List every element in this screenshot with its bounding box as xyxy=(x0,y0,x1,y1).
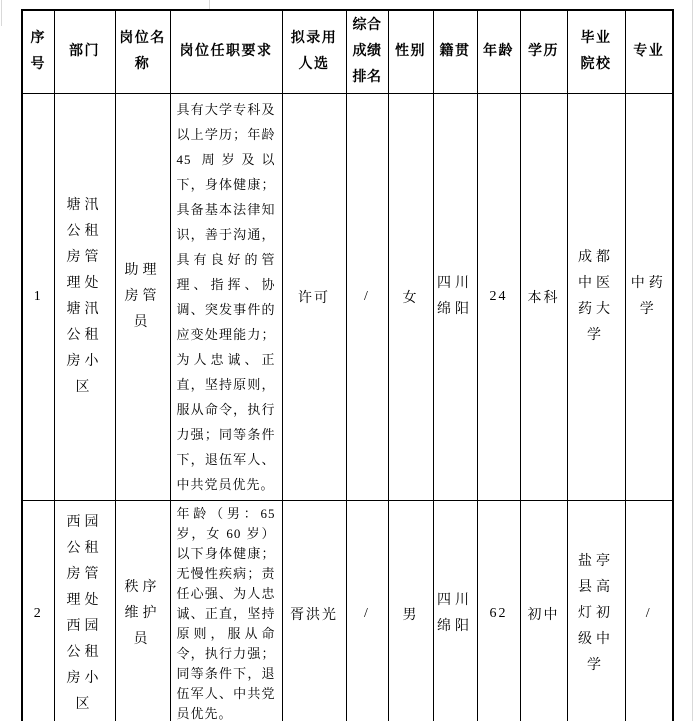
cell-seq: 2 xyxy=(22,501,54,721)
header-cell-major: 专业 xyxy=(625,10,673,94)
cell-position: 助理房管员 xyxy=(115,94,170,501)
cell-score-rank: / xyxy=(346,94,388,501)
cell-position: 秩序维护员 xyxy=(115,501,170,721)
cell-requirements: 年龄（男：65 岁，女 60 岁）以下身体健康；无慢性疾病；责任心强、为人忠诚、正直，坚持原则，服从命令，执行力强；同等条件下，退伍军人、中共党员优先。 xyxy=(170,501,282,721)
cell-school: 盐亭县高灯初级中学 xyxy=(567,501,625,721)
header-cell-gender: 性别 xyxy=(388,10,433,94)
cell-candidate: 胥洪光 xyxy=(282,501,346,721)
cell-department: 西园公租房管理处西园公租房小区 xyxy=(54,501,115,721)
cell-school: 成都中医药大学 xyxy=(567,94,625,501)
cell-candidate: 许可 xyxy=(282,94,346,501)
table-row xyxy=(22,501,673,721)
cell-requirements: 具有大学专科及以上学历；年龄 45 周岁及以下，身体健康；具备基本法律知识，善于沟通，具有良好的管理、指挥、协调、突发事件的应变处理能力；为人忠诚、正直，坚持原则，服从命令，执行力强；同等条件下，退伍军人、中共党员优先。 xyxy=(170,94,282,501)
header-cell-requirements: 岗位任职要求 xyxy=(170,10,282,94)
cell-major: / xyxy=(625,501,673,721)
header-cell-candidate: 拟录用人选 xyxy=(282,10,346,94)
table-row xyxy=(22,94,673,501)
cell-department: 塘汛公租房管理处塘汛公租房小区 xyxy=(54,94,115,501)
cell-education: 初中 xyxy=(520,501,567,721)
header-cell-school: 毕业院校 xyxy=(567,10,625,94)
recruitment-table xyxy=(21,9,674,721)
header-cell-seq: 序号 xyxy=(22,10,54,94)
page-edge-line xyxy=(209,0,210,9)
page-edge-line xyxy=(692,0,693,721)
header-cell-native-place: 籍贯 xyxy=(433,10,477,94)
cell-age: 24 xyxy=(477,94,520,501)
header-cell-department: 部门 xyxy=(54,10,115,94)
header-cell-education: 学历 xyxy=(520,10,567,94)
cell-gender: 女 xyxy=(388,94,433,501)
cell-native-place: 四川绵阳 xyxy=(433,94,477,501)
header-cell-score-rank: 综合成绩排名 xyxy=(346,10,388,94)
page-edge-line xyxy=(1,0,2,26)
cell-native-place: 四川绵阳 xyxy=(433,501,477,721)
cell-age: 62 xyxy=(477,501,520,721)
cell-score-rank: / xyxy=(346,501,388,721)
header-row xyxy=(22,10,673,94)
cell-education: 本科 xyxy=(520,94,567,501)
header-cell-position: 岗位名称 xyxy=(115,10,170,94)
cell-seq: 1 xyxy=(22,94,54,501)
cell-major: 中药学 xyxy=(625,94,673,501)
cell-gender: 男 xyxy=(388,501,433,721)
header-cell-age: 年龄 xyxy=(477,10,520,94)
